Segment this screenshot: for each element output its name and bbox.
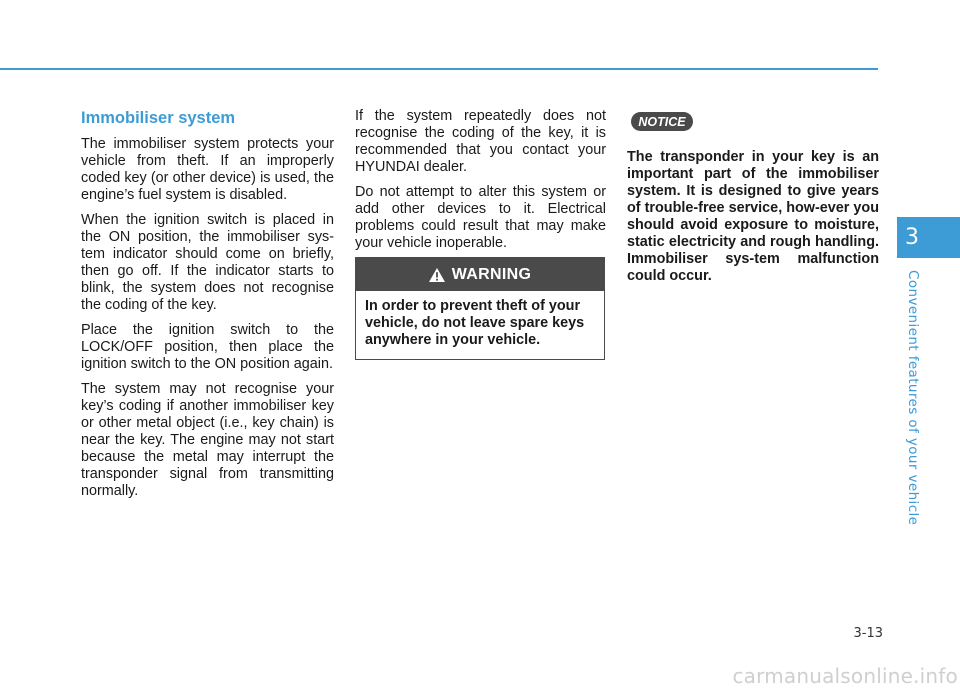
chapter-number: 3: [905, 225, 919, 250]
warning-header: [356, 258, 604, 291]
column-middle: [355, 108, 606, 260]
notice-badge: NOTICE: [631, 112, 693, 131]
paragraph: If the system repeatedly does not recognise the coding of the key, it is recommended that you contact your HYUNDAI dealer.: [355, 108, 606, 175]
section-title: Immobiliser system: [81, 109, 236, 127]
paragraph: The immobiliser system protects your vehicle from theft. If an improperly coded key (or other device) is used, the engine’s fuel system is disabled.: [81, 136, 334, 203]
header-rule: [0, 68, 878, 70]
warning-box: [355, 257, 605, 360]
column-left: [81, 108, 334, 508]
page-number: 3-13: [853, 626, 883, 641]
notice-text: The transponder in your key is an important part of the immobiliser system. It is designed to give years of trouble-free service, how-ever you should avoid exposure to moisture, static electricity and rough handling. Immobiliser sys-tem malfunction could occur.: [627, 149, 879, 284]
watermark: carmanualsonline.info: [732, 664, 958, 688]
warning-triangle-icon: [429, 268, 445, 282]
paragraph: The system may not recognise your key’s coding if another immobiliser key or other metal object (i.e., key chain) is near the key. The engine may not start because the metal may interrupt the transponder signal from transmitting normally.: [81, 381, 334, 499]
paragraph: Do not attempt to alter this system or add other devices to it. Electrical problems could result that may make your vehicle inoperable.: [355, 184, 606, 251]
paragraph: When the ignition switch is placed in the ON position, the immobiliser sys-tem indicator should come on briefly, then go off. If the indicator starts to blink, the system does not recognise the coding of the key.: [81, 212, 334, 313]
warning-text: In order to prevent theft of your vehicle, do not leave spare keys anywhere in your vehicle.: [365, 298, 585, 348]
warning-label: WARNING: [451, 265, 532, 283]
chapter-title: Convenient features of your vehicle: [905, 270, 921, 526]
paragraph: Place the ignition switch to the LOCK/OFF position, then place the ignition switch to the ON position again.: [81, 322, 334, 372]
